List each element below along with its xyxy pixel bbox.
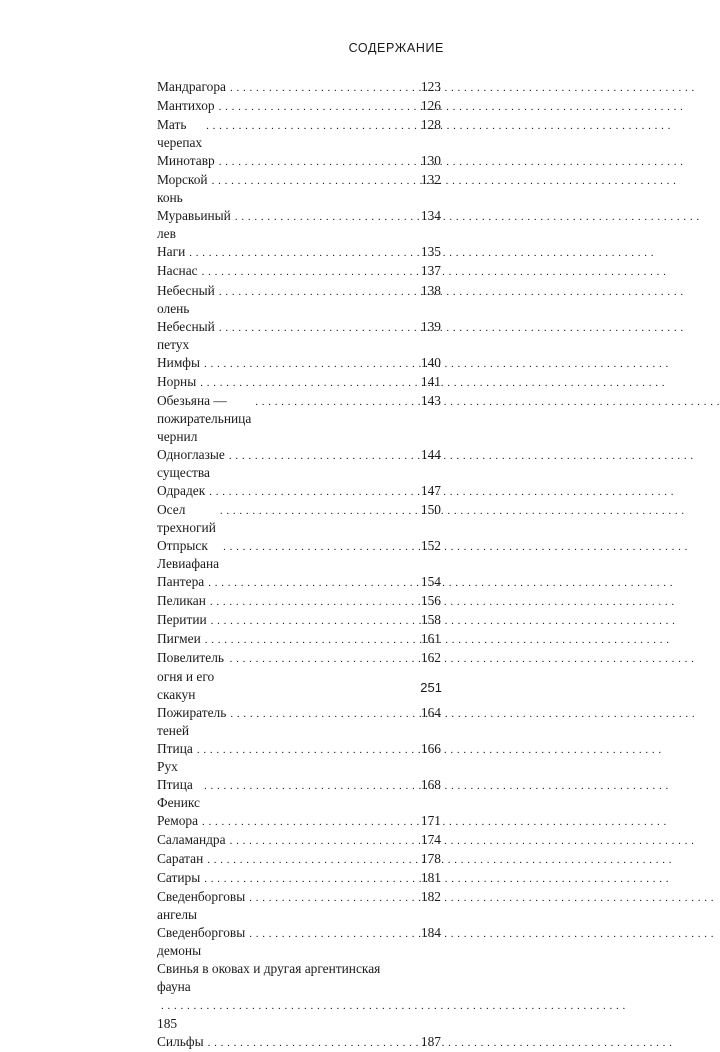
toc-entry-page: 140 [420, 354, 441, 370]
toc-entry [157, 850, 441, 869]
dot-leader [206, 116, 418, 135]
toc-entry [157, 630, 441, 649]
dot-leader [210, 592, 418, 611]
toc-entry [157, 373, 441, 392]
toc-entry-page: 187 [420, 1034, 441, 1050]
dot-leader [212, 171, 418, 190]
toc-entry-page: 184 [420, 925, 441, 941]
dot-leader [197, 740, 418, 759]
toc-entry [157, 171, 441, 207]
toc-entry [157, 924, 441, 960]
toc-entry-title: Наги [157, 244, 186, 260]
toc-entry-title: Пеликан [157, 593, 206, 609]
dot-leader [205, 630, 418, 649]
dot-leader [204, 354, 418, 373]
dot-leader [230, 831, 418, 850]
dot-leader [202, 812, 418, 831]
toc-entry-title: Сильфы [157, 1034, 204, 1050]
toc-entry-page: 152 [420, 538, 441, 554]
toc-entry-title: Птица Феникс [157, 776, 200, 810]
toc-entry-page: 161 [420, 631, 441, 647]
toc-entry [157, 243, 441, 262]
toc-entry [157, 704, 441, 740]
dot-leader [204, 776, 418, 795]
toc-entry [157, 116, 441, 152]
toc-entry-page: 138 [420, 282, 441, 298]
dot-leader [255, 392, 418, 411]
toc-entry-title: Небесный петух [157, 318, 215, 352]
dot-leader [230, 78, 418, 97]
toc-entry [157, 869, 441, 888]
toc-entry-page: 156 [420, 593, 441, 609]
toc-entry [157, 282, 441, 318]
toc-entry-title: Перитии [157, 612, 207, 628]
toc-entry-title: Сведенборговы демоны [157, 925, 246, 959]
dot-leader [223, 537, 418, 556]
toc-entry-title: Пигмеи [157, 631, 201, 647]
toc-entry-title-line1: Свинья в оковах и другая аргентинская [157, 961, 381, 977]
toc-entry-page: 185 [157, 1016, 178, 1032]
toc-entry-title: Нимфы [157, 354, 200, 370]
dot-leader [235, 207, 418, 226]
dot-leader [211, 611, 418, 630]
running-head: СОДЕРЖАНИЕ [348, 41, 444, 55]
dot-leader [208, 573, 418, 592]
toc-entry-page: 126 [420, 98, 441, 114]
toc-entry [157, 740, 441, 776]
toc-entry [157, 482, 441, 501]
toc-entry [157, 776, 441, 812]
dot-leader [202, 262, 418, 281]
toc-entry [157, 1033, 441, 1052]
toc-entry-page: 178 [420, 850, 441, 866]
toc-entry-title: Мать черепах [157, 117, 203, 151]
toc-entry-title: Пожиратель теней [157, 704, 227, 738]
toc-entry-title: Пантера [157, 574, 205, 590]
dot-leader [208, 1033, 418, 1052]
toc-entry [157, 262, 441, 281]
toc-entry-page: 139 [420, 318, 441, 334]
toc-entry-page: 132 [420, 172, 441, 188]
toc-entry-page: 154 [420, 574, 441, 590]
toc-entry [157, 888, 441, 924]
toc-entry [157, 446, 441, 482]
dot-leader [219, 318, 418, 337]
toc-entry [157, 831, 441, 850]
toc-entry-title: Муравьиный лев [157, 208, 231, 242]
toc-entry-page: 150 [420, 502, 441, 518]
toc-entry-title: Обезьяна — пожирательница чернил [157, 392, 252, 444]
toc-entry [157, 354, 441, 373]
toc-entry-title: Мандрагора [157, 79, 226, 94]
toc-entry-title: Норны [157, 373, 197, 389]
toc-entry-title: Осел трехногий [157, 502, 216, 536]
toc-entry [157, 152, 441, 171]
dot-leader [209, 482, 418, 501]
dot-leader [219, 97, 418, 116]
page-number: 251 [420, 680, 442, 695]
toc-entry-page: 168 [420, 776, 441, 792]
toc-entry [157, 592, 441, 611]
dot-leader [189, 243, 418, 262]
table-of-contents [157, 78, 441, 1052]
dot-leader [161, 996, 438, 1015]
toc-entry-page: 174 [420, 831, 441, 847]
toc-entry-page: 158 [420, 612, 441, 628]
toc-entry-page: 123 [420, 79, 441, 94]
toc-entry-title: Ремора [157, 812, 199, 828]
toc-entry-page: 130 [420, 153, 441, 169]
toc-entry [157, 611, 441, 630]
dot-leader [249, 924, 418, 943]
toc-entry-title: Морской конь [157, 172, 208, 206]
toc-entry-title: Наснас [157, 263, 198, 279]
toc-entry-title: Одрадек [157, 483, 206, 499]
toc-entry-page: 164 [420, 704, 441, 720]
dot-leader [219, 282, 418, 301]
toc-entry-title: Повелитель огня и его скакун [157, 650, 224, 702]
toc-entry-page: 181 [420, 870, 441, 886]
toc-entry [157, 207, 441, 243]
toc-entry-page: 135 [420, 244, 441, 260]
toc-entry-title: Минотавр [157, 153, 215, 169]
toc-entry-title: Саламандра [157, 831, 226, 847]
toc-entry-title: Сведенборговы ангелы [157, 889, 246, 923]
toc-entry-page: 162 [420, 650, 441, 666]
dot-leader [207, 850, 418, 869]
toc-entry-page: 166 [420, 740, 441, 756]
toc-entry-page: 137 [420, 263, 441, 279]
toc-entry [157, 501, 441, 537]
dot-leader [249, 888, 418, 907]
toc-entry-title: Мантихор [157, 98, 215, 114]
toc-entry-title: Отпрыск Левиафана [157, 538, 220, 572]
dot-leader [219, 152, 418, 171]
toc-entry [157, 78, 441, 97]
toc-entry-title: Небесный олень [157, 282, 215, 316]
toc-entry [157, 318, 441, 354]
toc-entry [157, 392, 441, 446]
toc-entry-page: 128 [420, 117, 441, 133]
dot-leader [230, 704, 418, 723]
dot-leader [230, 649, 418, 668]
toc-entry-title-line2: фауна [157, 979, 191, 995]
dot-leader [220, 501, 418, 520]
toc-entry-page: 144 [420, 446, 441, 462]
toc-entry [157, 97, 441, 116]
toc-entry [157, 649, 441, 703]
toc-entry-page: 182 [420, 889, 441, 905]
toc-entry-page: 134 [420, 208, 441, 224]
dot-leader [204, 869, 418, 888]
toc-entry-multiline [157, 960, 441, 1033]
toc-entry-title: Сатиры [157, 870, 201, 886]
toc-entry-page: 147 [420, 483, 441, 499]
toc-entry [157, 537, 441, 573]
toc-entry-title: Саратан [157, 850, 204, 866]
toc-entry-page: 171 [420, 812, 441, 828]
toc-entry-title: Птица Рух [157, 740, 193, 774]
toc-entry-page: 141 [420, 373, 441, 389]
dot-leader [200, 373, 418, 392]
toc-entry-page: 143 [420, 392, 441, 408]
toc-entry [157, 573, 441, 592]
toc-entry-title: Одноглазые существа [157, 446, 225, 480]
dot-leader [229, 446, 418, 465]
toc-entry [157, 812, 441, 831]
